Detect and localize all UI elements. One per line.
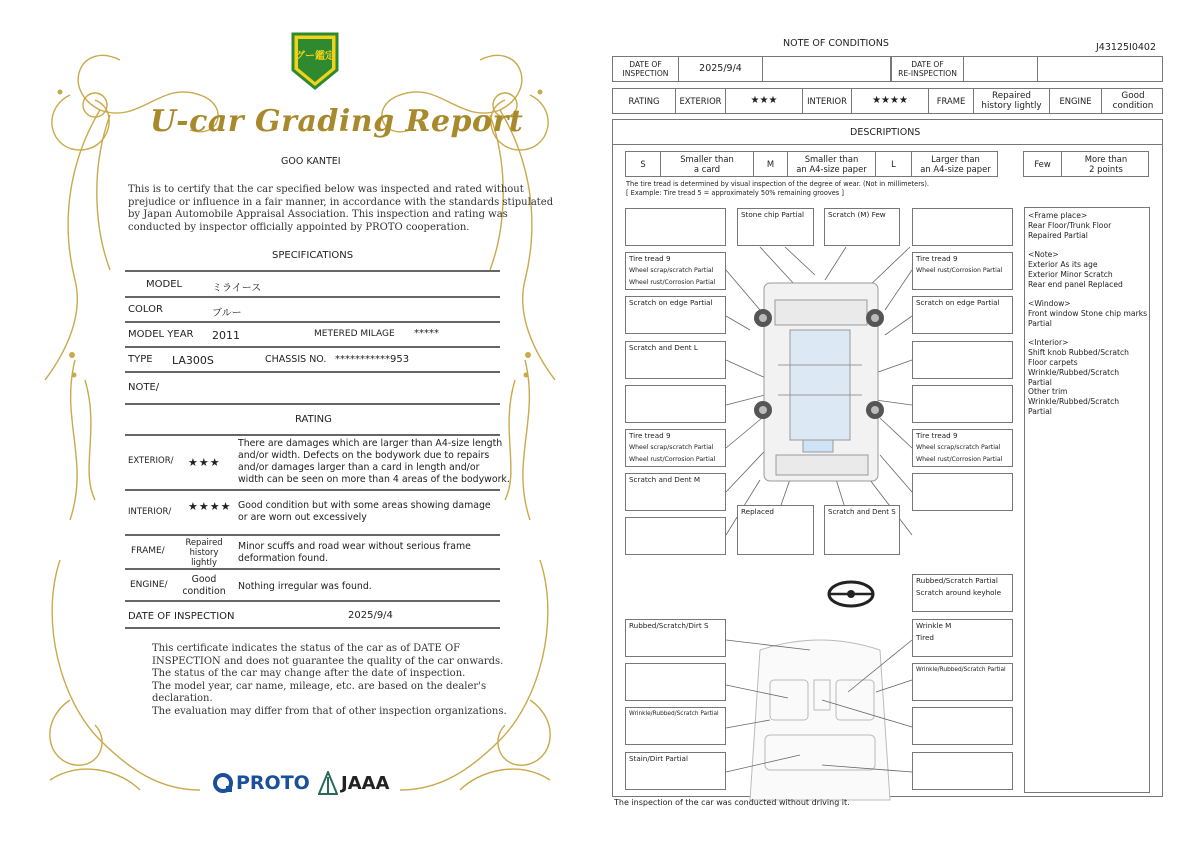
- conditions-title: NOTE OF CONDITIONS: [783, 38, 889, 49]
- note-line: <Note>: [1028, 250, 1059, 260]
- callout-rear-floor-left: Stain/Dirt Partial: [625, 752, 726, 790]
- note-line: Wrinkle/Rubbed/Scratch: [1028, 367, 1120, 377]
- note-line: Shift knob Rubbed/Scratch: [1028, 348, 1129, 358]
- type-value: LA300S: [172, 354, 214, 367]
- engine-value: Good condition: [182, 574, 226, 597]
- color-label: COLOR: [128, 304, 163, 315]
- inspection-footnote: The inspection of the car was conducted without driving it.: [614, 798, 850, 807]
- callout-right-rear: [912, 473, 1013, 511]
- exterior-label: EXTERIOR/: [128, 456, 174, 466]
- callout-seat-left: [625, 663, 726, 701]
- callout-tire-rear-right: Tire tread 9 Wheel scrap/scratch Partial Wheel rust/Corrosion Partial: [912, 429, 1013, 467]
- frame-label: FRAME/: [131, 546, 165, 556]
- interior-description: Good condition but with some areas showing damage or are worn out excessively: [238, 500, 491, 523]
- callout-front-right: [912, 208, 1013, 246]
- steering-wheel-icon: [829, 582, 873, 606]
- note-line: Repaired Partial: [1028, 230, 1088, 240]
- interior-stars: ★★★★: [188, 500, 232, 513]
- callout-right-mid: [912, 341, 1013, 379]
- callout-front-left: [625, 208, 726, 246]
- proto-logo: PROTO: [212, 770, 310, 796]
- note-of-conditions: [600, 0, 1200, 848]
- callout-tire-rear-left: Tire tread 9 Wheel scrap/scratch Partial Wheel rust/Corrosion Partial: [625, 429, 726, 467]
- callout-steering: Rubbed/Scratch Partial Scratch around keyhole: [912, 574, 1013, 612]
- exterior-description: There are damages which are larger than A4-size length and/or width. Defects on the bodywork due to repairs and/or damages larger than a card in length and/or width can be seen on more than 4 areas of the bodywork.: [238, 438, 510, 485]
- exterior-stars: ★★★: [188, 456, 221, 469]
- tire-tread-note: The tire tread is determined by visual inspection of the degree of wear. (Not in millimeters). [ Example: Tire tread 5 = approximately 50% remaining grooves ]: [626, 180, 930, 197]
- note-line: Partial: [1028, 318, 1052, 328]
- callout-left-rear: [625, 517, 726, 555]
- note-line: Rear Floor/Trunk Floor: [1028, 220, 1112, 230]
- note-line: Rear end panel Replaced: [1028, 279, 1123, 289]
- note-line: <Frame place>: [1028, 211, 1088, 220]
- milage-label: METERED MILAGE: [314, 329, 395, 339]
- callout-dashboard-right: Wrinkle M Tired: [912, 619, 1013, 657]
- note-line: Floor carpets: [1028, 357, 1078, 367]
- engine-label: ENGINE/: [130, 580, 168, 590]
- intro-text: This is to certify that the car specified below was inspected and rated without prejudice or influence in a fair manner, in accordance with the standards stipulated by Japan Automobile Appraisal Association. This inspection and rating was conducted by inspector officially appointed by PROTO cooperation.: [128, 184, 554, 233]
- document-id: J43125I0402: [1096, 42, 1157, 53]
- jaaa-icon: [318, 771, 338, 795]
- callout-dent-m: Scratch and Dent M: [625, 473, 726, 511]
- goo-kantei-badge: [289, 30, 341, 92]
- callout-dent-l: Scratch and Dent L: [625, 341, 726, 379]
- few-legend: Few More than 2 points: [1023, 151, 1149, 177]
- date-of-inspection-value: 2025/9/4: [348, 610, 393, 621]
- frame-value-cell: Repaired history lightly: [974, 89, 1050, 113]
- callout-dashboard-left: Rubbed/Scratch/Dirt S: [625, 619, 726, 657]
- frame-description: Minor scuffs and road wear without serious frame deformation found.: [238, 541, 471, 564]
- inspection-date-value: 2025/9/4: [679, 57, 763, 81]
- chassis-label: CHASSIS NO.: [265, 354, 327, 365]
- color-value: ブルー: [212, 308, 242, 319]
- size-legend: S Smaller than a card M Smaller than an A4-size paper L Larger than an A4-size paper: [625, 151, 998, 177]
- model-label: MODEL: [146, 279, 183, 290]
- note-line: <Interior>: [1028, 338, 1069, 348]
- callout-rear-floor-right: [912, 752, 1013, 790]
- note-line: Partial: [1028, 377, 1052, 387]
- badge-text: グー鑑定: [295, 51, 335, 62]
- callout-replaced: Replaced: [737, 505, 814, 555]
- proto-icon: [212, 772, 234, 794]
- descriptions-heading: DESCRIPTIONS: [850, 127, 921, 138]
- report-title: U-car Grading Report: [150, 104, 524, 139]
- callout-edge-right: Scratch on edge Partial: [912, 296, 1013, 334]
- callout-tire-front-right: Tire tread 9 Wheel rust/Corrosion Partial: [912, 252, 1013, 290]
- callout-stone-chip: Stone chip Partial: [737, 208, 814, 246]
- date-of-inspection-label: DATE OF INSPECTION: [128, 611, 235, 622]
- jaaa-logo: JAAA: [318, 770, 390, 796]
- inspection-date-row: DATE OF INSPECTION 2025/9/4 DATE OF RE-INSPECTION: [612, 56, 1163, 82]
- model-year-label: MODEL YEAR: [128, 329, 194, 340]
- callout-rear-seat-left: Wrinkle/Rubbed/Scratch Partial: [625, 707, 726, 745]
- specifications-heading: SPECIFICATIONS: [272, 250, 354, 261]
- chassis-value: ***********953: [335, 354, 410, 365]
- callout-right-mid2: [912, 385, 1013, 423]
- rating-heading: RATING: [295, 414, 332, 425]
- exterior-stars-cell: ★★★: [726, 89, 803, 113]
- callout-dent-s: Scratch and Dent S: [824, 505, 900, 555]
- note-line: <Window>: [1028, 299, 1071, 309]
- interior-label: INTERIOR/: [128, 507, 172, 517]
- note-line: Wrinkle/Rubbed/Scratch: [1028, 397, 1120, 407]
- note-line: Exterior Minor Scratch: [1028, 269, 1113, 279]
- model-year-value: 2011: [212, 329, 240, 342]
- note-line: Other trim: [1028, 387, 1068, 397]
- engine-value-cell: Good condition: [1112, 91, 1154, 111]
- callout-scratch-m: Scratch (M) Few: [824, 208, 900, 246]
- note-line: Exterior As its age: [1028, 259, 1098, 269]
- certificate-footer: This certificate indicates the status of the car as of DATE OF INSPECTION and does not guarantee the quality of the car onwards. The status of the car may change after the date of inspection. The model year, car name, mileage, etc. are based on the dealer's declaration. The evaluation may differ from that of other inspection organizations.: [152, 643, 507, 717]
- callout-seat-right: Wrinkle/Rubbed/Scratch Partial: [912, 663, 1013, 701]
- callout-edge-left: Scratch on edge Partial: [625, 296, 726, 334]
- callout-left-mid2: [625, 385, 726, 423]
- note-label: NOTE/: [128, 382, 160, 393]
- note-line: Front window Stone chip marks: [1028, 308, 1148, 318]
- milage-value: *****: [414, 328, 439, 339]
- model-value: ミライース: [212, 283, 262, 294]
- note-line: Partial: [1028, 406, 1052, 416]
- callout-tire-front-left: Tire tread 9 Wheel scrap/scratch Partial Wheel rust/Corrosion Partial: [625, 252, 726, 290]
- interior-stars-cell: ★★★★: [852, 89, 929, 113]
- engine-description: Nothing irregular was found.: [238, 581, 372, 592]
- callout-rear-seat-right: [912, 707, 1013, 745]
- type-label: TYPE: [128, 354, 153, 365]
- frame-value: Repaired history lightly: [185, 537, 223, 567]
- report-subtitle: GOO KANTEI: [281, 156, 341, 167]
- rating-row: RATING EXTERIOR ★★★ INTERIOR ★★★★ FRAME Repaired history lightly ENGINE Good condition: [612, 88, 1163, 114]
